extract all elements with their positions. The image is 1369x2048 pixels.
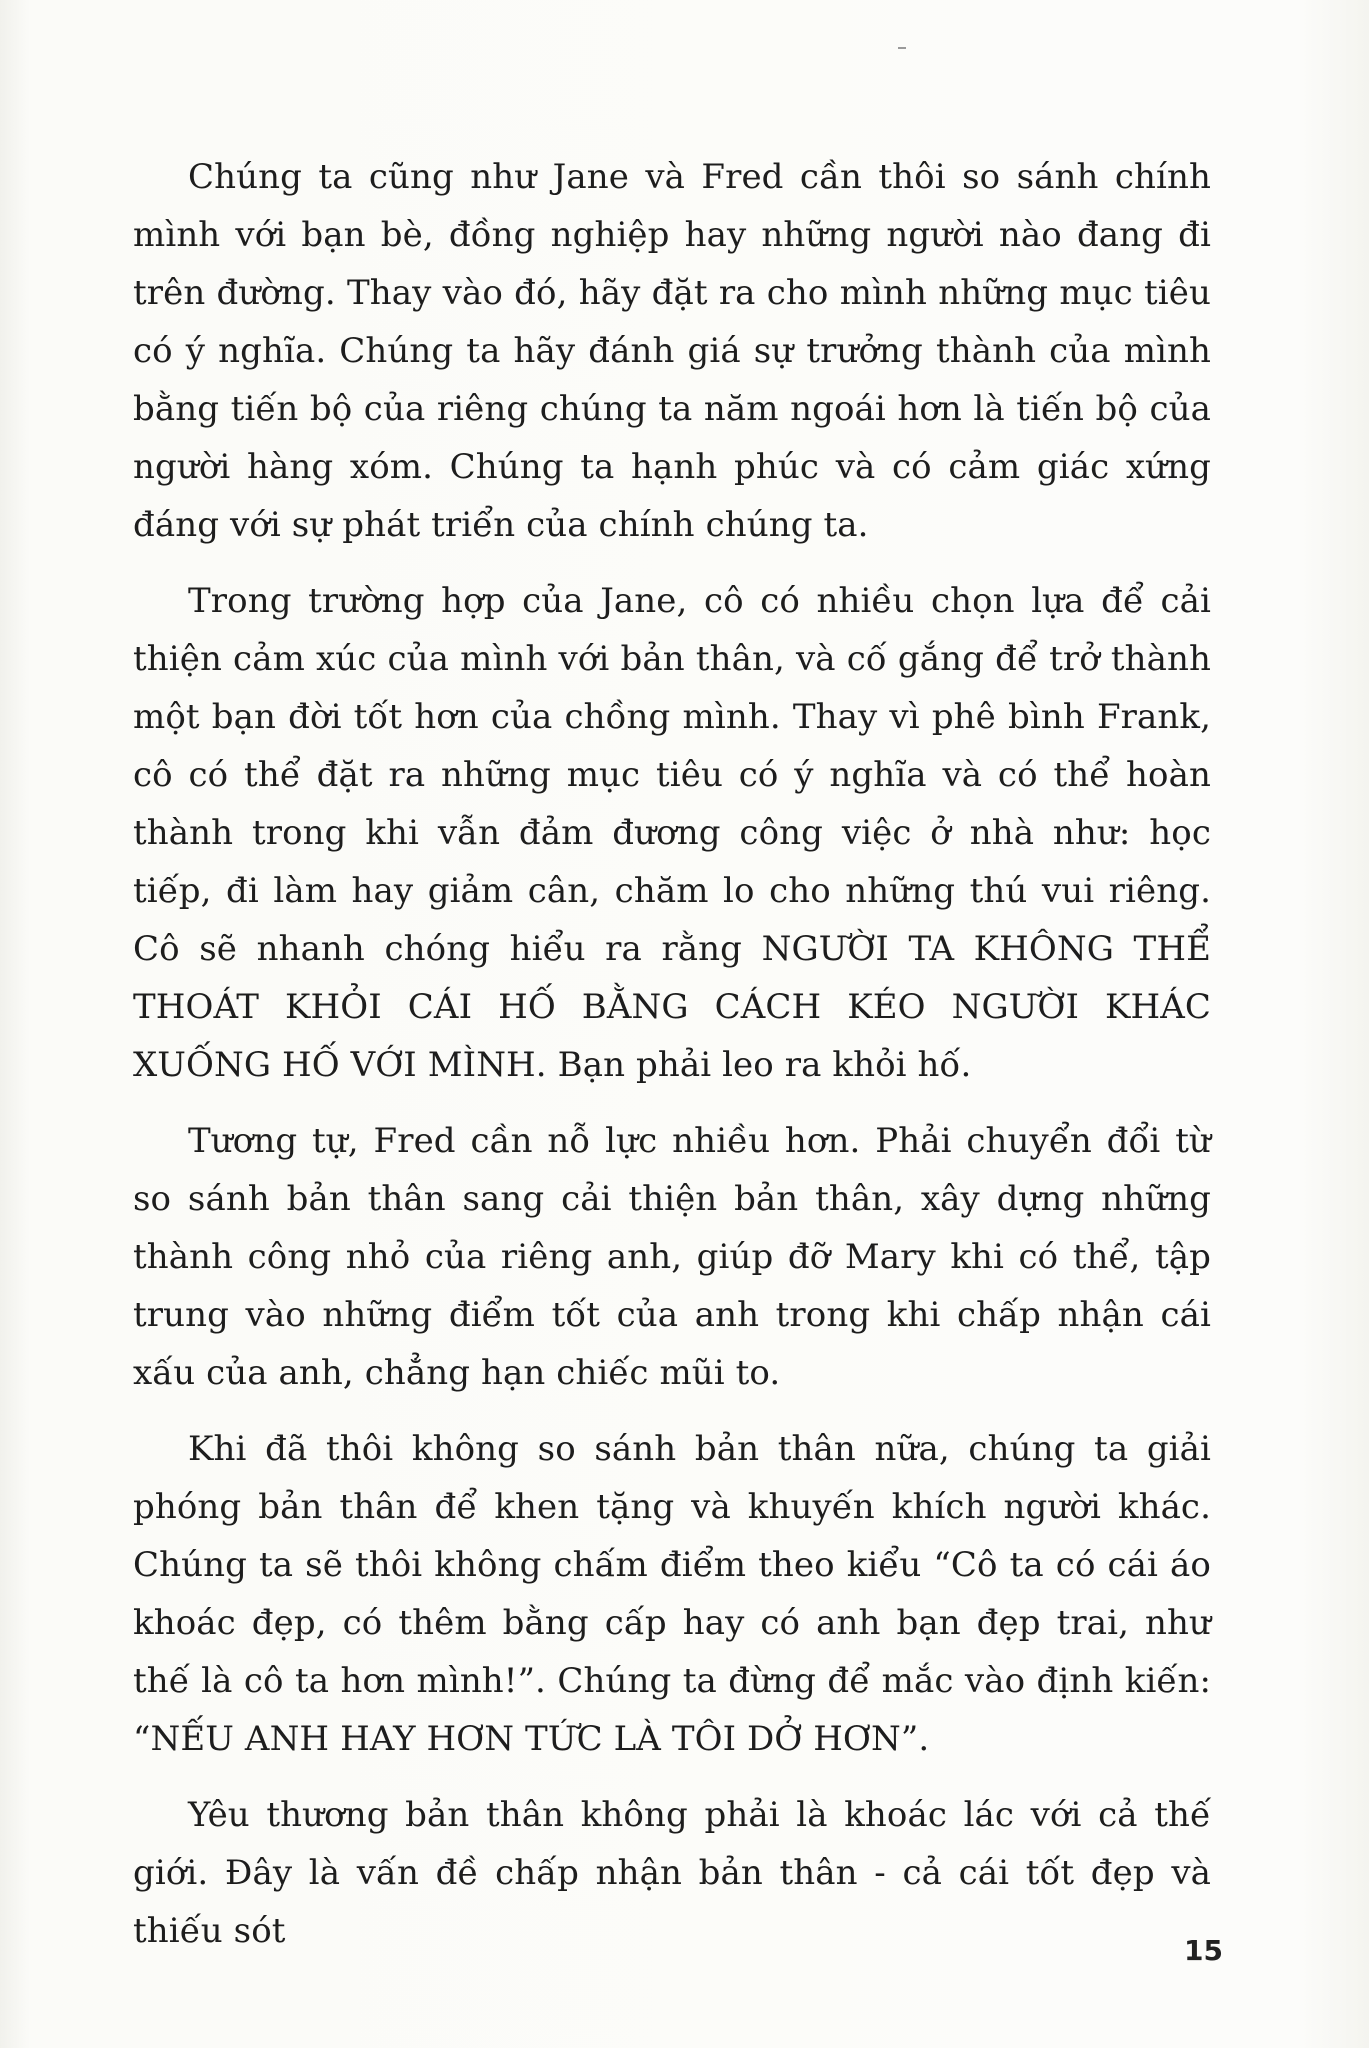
paragraph-1: Chúng ta cũng như Jane và Fred cần thôi so sánh chính mình với bạn bè, đồng nghiệp hay những người nào đang đi trên đường. Thay vào đó, hãy đặt ra cho mình những mục tiêu có ý nghĩa. Chúng ta hãy đánh giá sự trưởng thành của mình bằng tiến bộ của riêng chúng ta năm ngoái hơn là tiến bộ của người hàng xóm. Chúng ta hạnh phúc và có cảm giác xứng đáng với sự phát triển của chính chúng ta. (133, 157, 1211, 545)
paragraph-2: Trong trường hợp của Jane, cô có nhiều chọn lựa để cải thiện cảm xúc của mình với bản thân, và cố gắng để trở thành một bạn đời tốt hơn của chồng mình. Thay vì phê bình Frank, cô có thể đặt ra những mục tiêu có ý nghĩa và có thể hoàn thành trong khi vẫn đảm đương công việc ở nhà như: học tiếp, đi làm hay giảm cân, chăm lo cho những thú vui riêng. Cô sẽ nhanh chóng hiểu ra rằng NGƯỜI TA KHÔNG THỂ THOÁT KHỎI CÁI HỐ BẰNG CÁCH KÉO NGƯỜI KHÁC XUỐNG HỐ VỚI MÌNH. Bạn phải leo ra khỏi hố. (133, 581, 1211, 1085)
body-text (133, 148, 1211, 1978)
page-number: 15 (1184, 1934, 1223, 1967)
paragraph-4: Khi đã thôi không so sánh bản thân nữa, chúng ta giải phóng bản thân để khen tặng và khuyến khích người khác. Chúng ta sẽ thôi không chấm điểm theo kiểu “Cô ta có cái áo khoác đẹp, có thêm bằng cấp hay có anh bạn đẹp trai, như thế là cô ta hơn mình!”. Chúng ta đừng để mắc vào định kiến: “NẾU ANH HAY HƠN TỨC LÀ TÔI DỞ HƠN”. (133, 1429, 1211, 1759)
paragraph-5: Yêu thương bản thân không phải là khoác lác với cả thế giới. Đây là vấn đề chấp nhận bản thân - cả cái tốt đẹp và thiếu sót (133, 1795, 1211, 1951)
page-speck (898, 47, 906, 49)
paragraph-3: Tương tự, Fred cần nỗ lực nhiều hơn. Phải chuyển đổi từ so sánh bản thân sang cải thiện bản thân, xây dựng những thành công nhỏ của riêng anh, giúp đỡ Mary khi có thể, tập trung vào những điểm tốt của anh trong khi chấp nhận cái xấu của anh, chẳng hạn chiếc mũi to. (133, 1121, 1211, 1393)
